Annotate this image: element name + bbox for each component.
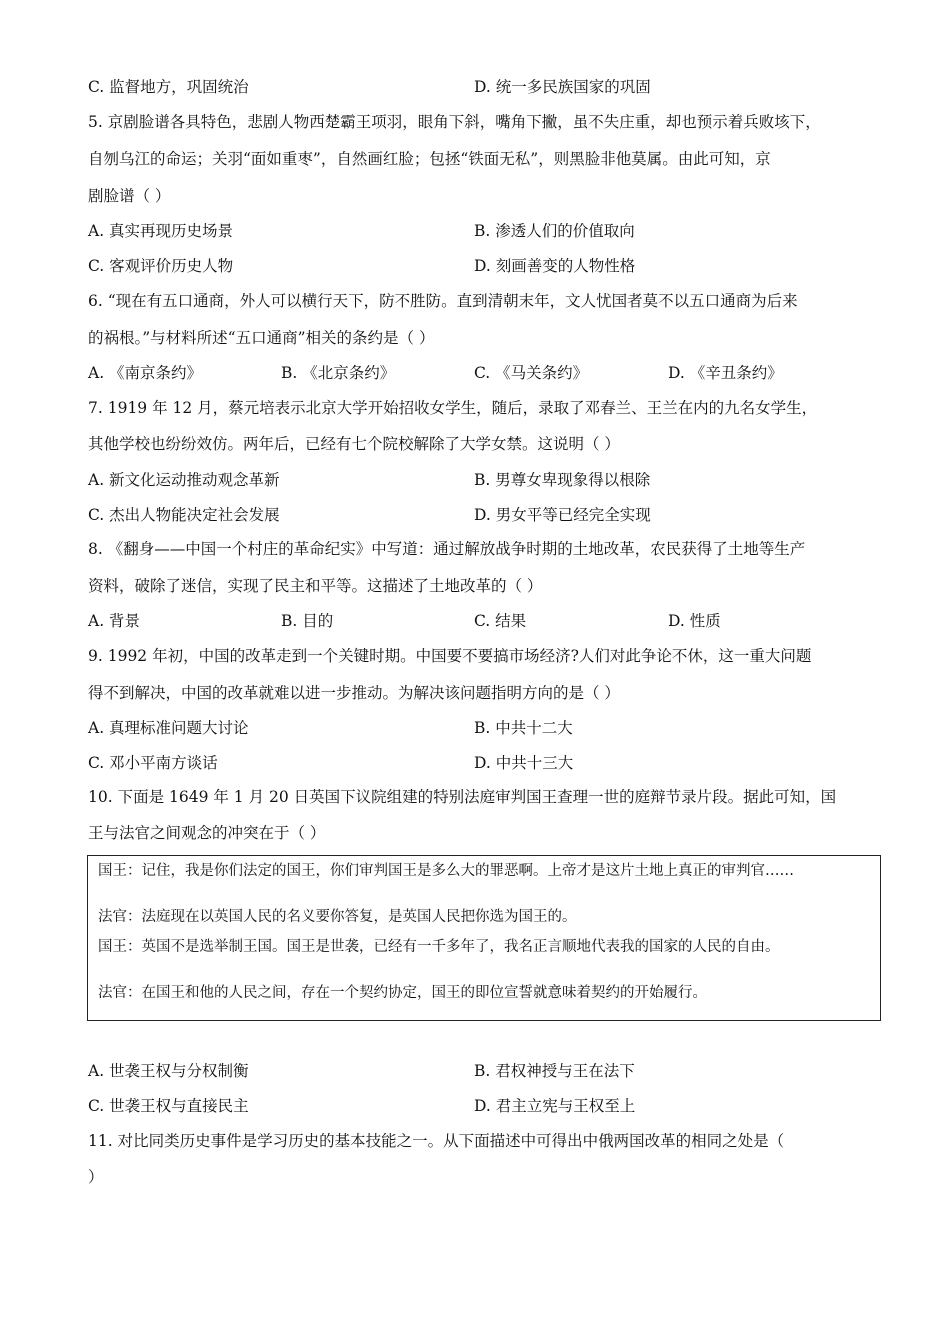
q11-stem-line-1: 11. 对比同类历史事件是学习历史的基本技能之一。从下面描述中可得出中俄两国改革的相同之处是（ — [88, 1132, 785, 1150]
q6-option-a[interactable]: A. 《南京条约》 — [88, 364, 203, 382]
q7-option-d[interactable]: D. 男女平等已经完全实现 — [474, 506, 651, 524]
q10-material-line-king-1: 国王：记住，我是你们法定的国王，你们审判国王是多么大的罪恶啊。上帝才是这片土地上真正的审判官…… — [98, 863, 794, 879]
q8-stem-line-1: 8. 《翻身——中国一个村庄的革命纪实》中写道：通过解放战争时期的土地改革，农民获得了土地等生产 — [88, 540, 806, 558]
q9-option-a[interactable]: A. 真理标准问题大讨论 — [88, 719, 249, 737]
q5-stem-line-2: 自刎乌江的命运；关羽“面如重枣”，自然画红脸；包拯“铁面无私”，则黑脸非他莫属。由此可知，京 — [88, 150, 771, 168]
q7-option-a[interactable]: A. 新文化运动推动观念革新 — [88, 471, 280, 489]
q5-option-c[interactable]: C. 客观评价历史人物 — [88, 257, 234, 275]
q10-material-line-judge-1: 法官：法庭现在以英国人民的名义要你答复，是英国人民把你选为国王的。 — [98, 909, 577, 925]
q4-option-c[interactable]: C. 监督地方，巩固统治 — [88, 78, 249, 96]
q10-option-d[interactable]: D. 君主立宪与王权至上 — [474, 1097, 636, 1115]
q7-stem-line-2: 其他学校也纷纷效仿。两年后，已经有七个院校解除了大学女禁。这说明（ ） — [88, 435, 620, 453]
q9-option-c[interactable]: C. 邓小平南方谈话 — [88, 754, 218, 772]
q10-stem-line-1: 10. 下面是 1649 年 1 月 20 日英国下议院组建的特别法庭审判国王查理一世的庭辩节录片段。据此可知，国 — [88, 788, 837, 806]
q10-material-line-king-2: 国王：英国不是选举制王国。国王是世袭，已经有一千多年了，我名正言顺地代表我的国家的人民的自由。 — [98, 939, 780, 955]
q7-option-b[interactable]: B. 男尊女卑现象得以根除 — [474, 471, 651, 489]
q10-option-b[interactable]: B. 君权神授与王在法下 — [474, 1062, 635, 1080]
q10-material-line-judge-2: 法官：在国王和他的人民之间，存在一个契约协定，国王的即位宣誓就意味着契约的开始履行。 — [98, 985, 707, 1001]
q6-stem-line-1: 6. “现在有五口通商，外人可以横行天下，防不胜防。直到清朝末年，文人忧国者莫不以五口通商为后来 — [88, 292, 798, 310]
q8-stem-line-2: 资料，破除了迷信，实现了民主和平等。这描述了土地改革的（ ） — [88, 577, 543, 595]
q8-option-a[interactable]: A. 背景 — [88, 612, 141, 630]
q7-option-c[interactable]: C. 杰出人物能决定社会发展 — [88, 506, 280, 524]
q5-option-b[interactable]: B. 渗透人们的价值取向 — [474, 222, 635, 240]
q6-option-d[interactable]: D. 《辛丑条约》 — [668, 364, 783, 382]
q10-stem-line-2: 王与法官之间观念的冲突在于（ ） — [88, 824, 326, 842]
q9-option-b[interactable]: B. 中共十二大 — [474, 719, 573, 737]
q6-option-c[interactable]: C. 《马关条约》 — [474, 364, 589, 382]
q6-option-b[interactable]: B. 《北京条约》 — [281, 364, 396, 382]
q9-stem-line-2: 得不到解决，中国的改革就难以进一步推动。为解决该问题指明方向的是（ ） — [88, 684, 620, 702]
q8-option-b[interactable]: B. 目的 — [281, 612, 334, 630]
q11-stem-line-2: ） — [88, 1168, 104, 1186]
q8-option-d[interactable]: D. 性质 — [668, 612, 721, 630]
q7-stem-line-1: 7. 1919 年 12 月，蔡元培表示北京大学开始招收女学生，随后，录取了邓春兰、王兰在内的九名女学生， — [88, 399, 818, 417]
q6-stem-line-2: 的祸根。”与材料所述“五口通商”相关的条约是（ ） — [88, 329, 435, 347]
q5-option-d[interactable]: D. 刻画善变的人物性格 — [474, 257, 636, 275]
q5-stem-line-3: 剧脸谱（ ） — [88, 187, 171, 205]
q5-stem-line-1: 5. 京剧脸谱各具特色，悲剧人物西楚霸王项羽，眼角下斜，嘴角下撇，虽不失庄重，却也预示着兵败垓下， — [88, 113, 821, 131]
q10-option-c[interactable]: C. 世袭王权与直接民主 — [88, 1097, 249, 1115]
q10-option-a[interactable]: A. 世袭王权与分权制衡 — [88, 1062, 249, 1080]
q9-stem-line-1: 9. 1992 年初，中国的改革走到一个关键时期。中国要不要搞市场经济?人们对此争论不休，这一重大问题 — [88, 647, 812, 665]
q10-material-box — [87, 855, 881, 1021]
q4-option-d[interactable]: D. 统一多民族国家的巩固 — [474, 78, 651, 96]
q8-option-c[interactable]: C. 结果 — [474, 612, 527, 630]
q5-option-a[interactable]: A. 真实再现历史场景 — [88, 222, 234, 240]
q9-option-d[interactable]: D. 中共十三大 — [474, 754, 574, 772]
